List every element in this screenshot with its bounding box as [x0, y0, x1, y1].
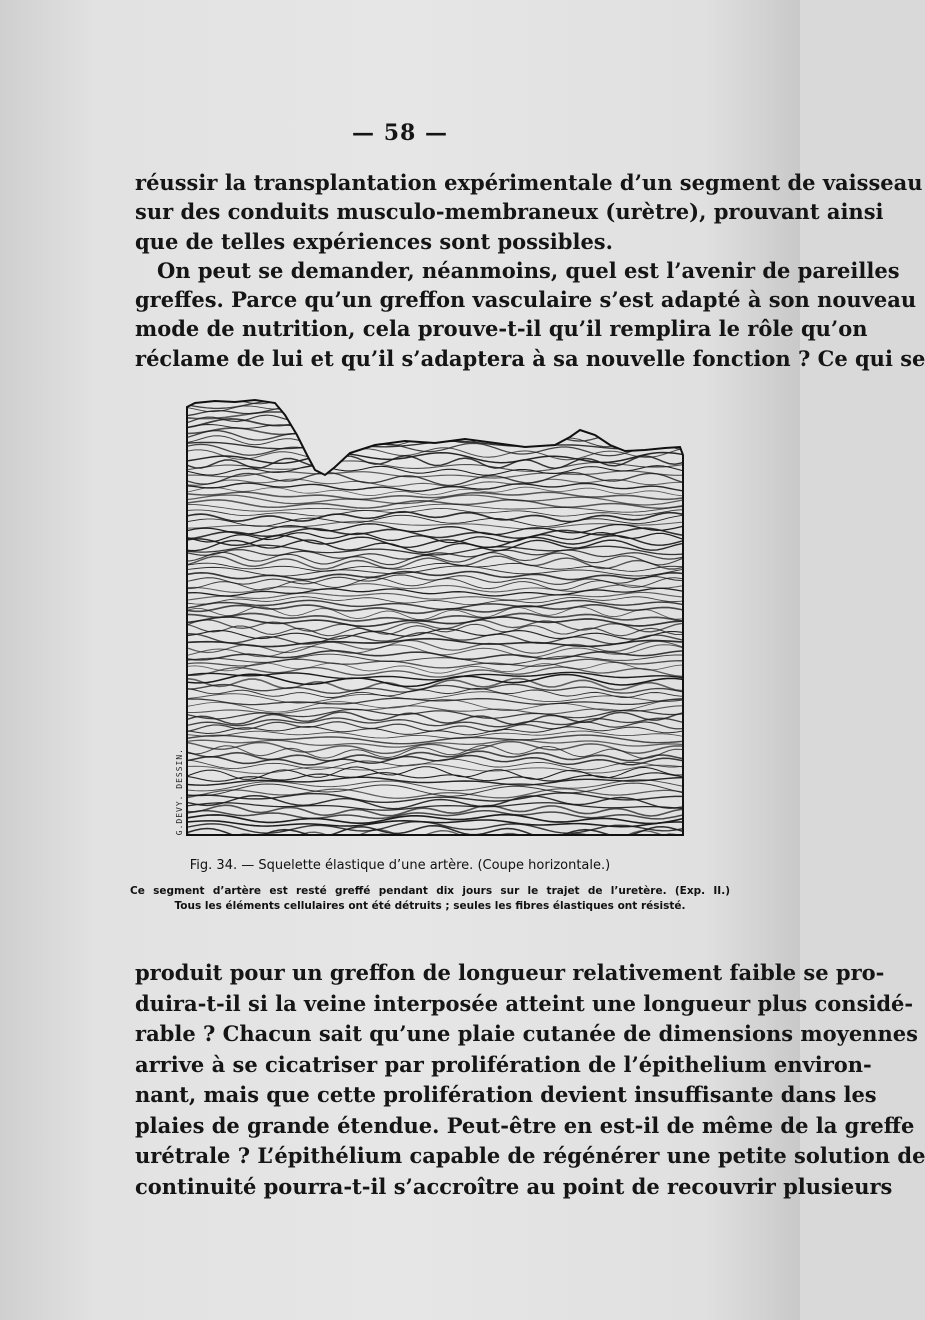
elastic-fiber	[183, 508, 687, 516]
text-line: arrive à se cicatriser par prolifération de l’épithelium environ-	[135, 1051, 872, 1077]
elastic-fiber	[183, 751, 687, 761]
elastic-fiber	[183, 639, 687, 647]
text-line: greffes. Parce qu’un greffon vasculaire s’est adapté à son nouveau	[135, 287, 917, 313]
elastic-fiber	[183, 613, 687, 621]
top-paragraph	[135, 168, 925, 373]
page-number: — 58 —	[352, 120, 448, 146]
text-line: réussir la transplantation expérimentale d’un segment de vaisseau	[135, 170, 923, 195]
caption-line: Ce segment d’artère est resté greffé pendant dix jours sur le trajet de l’uretère. (Exp. II.)	[130, 885, 730, 897]
text-line: sur des conduits musculo-membraneux (urètre), prouvant ainsi	[135, 199, 884, 225]
text-line: On peut se demander, néanmoins, quel est l’avenir de pareilles	[157, 257, 900, 283]
text-line: mode de nutrition, cela prouve-t-il qu’il remplira le rôle qu’on	[135, 316, 868, 342]
text-line: continuité pourra-t-il s’accroître au point de recouvrir plusieurs	[135, 1173, 893, 1199]
bottom-paragraph	[135, 958, 925, 1202]
text-line: plaies de grande étendue. Peut-être en est-il de même de la greffe	[135, 1112, 915, 1138]
elastic-fiber	[183, 651, 687, 660]
figure-illustration	[175, 395, 695, 845]
elastic-fiber	[183, 407, 687, 416]
text-line: produit pour un greffon de longueur relativement faible se pro-	[135, 960, 885, 985]
elastic-fiber-drawing	[175, 395, 695, 845]
text-line: duira-t-il si la veine interposée atteint une longueur plus considé-	[135, 990, 914, 1016]
elastic-fiber	[183, 727, 687, 735]
text-line: nant, mais que cette prolifération devient insuffisante dans les	[135, 1082, 877, 1107]
elastic-fiber	[183, 698, 687, 704]
text-line: réclame de lui et qu’il s’adaptera à sa nouvelle fonction ? Ce qui se	[135, 345, 925, 371]
caption-line: Tous les éléments cellulaires ont été détruits ; seules les fibres élastiques ont résisté.	[174, 900, 686, 912]
text-line: rable ? Chacun sait qu’une plaie cutanée de dimensions moyennes	[135, 1021, 918, 1046]
elastic-fiber	[183, 528, 687, 539]
elastic-fiber	[183, 403, 687, 412]
elastic-fiber	[183, 718, 687, 727]
elastic-fiber	[183, 431, 687, 443]
elastic-fiber	[183, 640, 687, 653]
text-line: que de telles expériences sont possibles.	[135, 228, 613, 254]
artist-signature: G.DEVY. DESSIN.	[175, 748, 184, 836]
figure-caption-title: Fig. 34. — Squelette élastique d’une artère. (Coupe horizontale.)	[189, 858, 611, 873]
elastic-fiber	[183, 428, 687, 437]
elastic-fiber	[183, 712, 687, 724]
elastic-fiber	[183, 780, 687, 791]
figure-caption-body	[130, 884, 730, 914]
elastic-fiber	[183, 504, 687, 512]
text-line: urétrale ? L’épithélium capable de régénérer une petite solution de	[135, 1143, 925, 1168]
elastic-fiber	[183, 672, 687, 679]
elastic-fiber	[183, 572, 687, 580]
